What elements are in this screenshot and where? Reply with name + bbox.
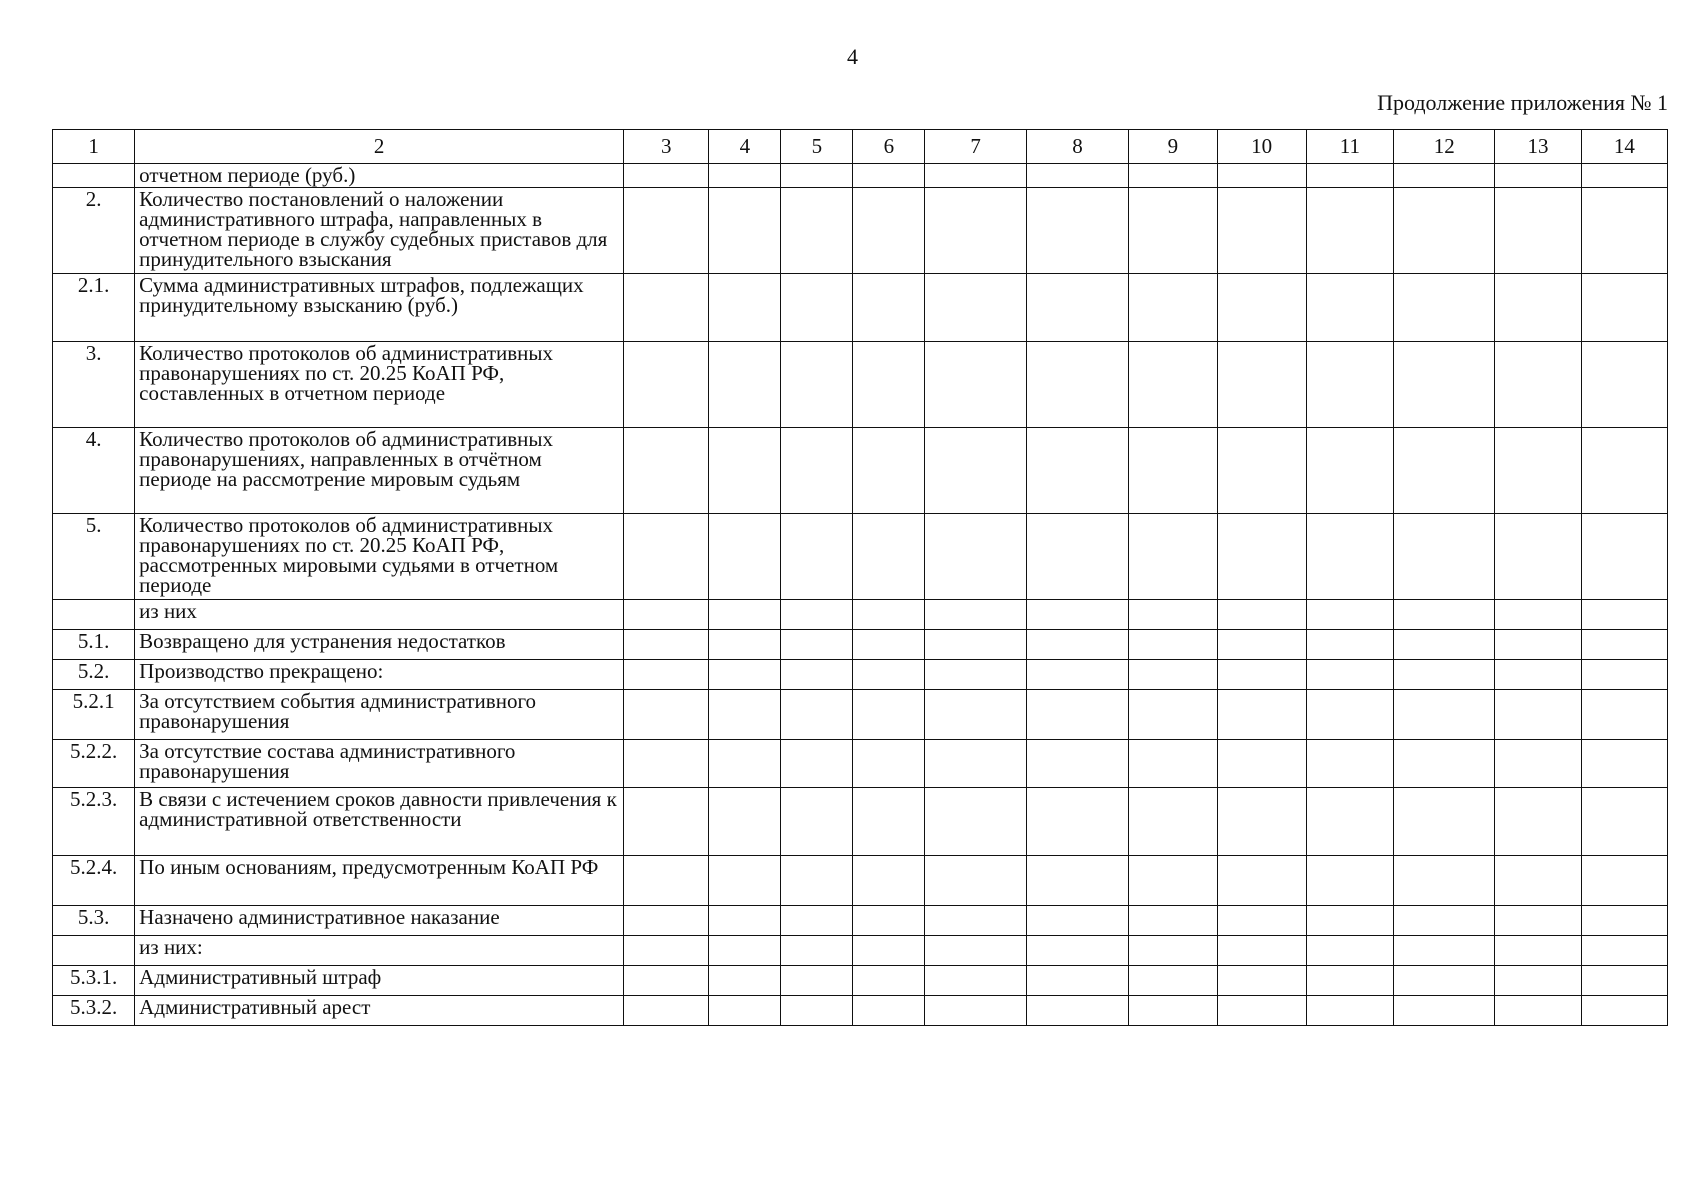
data-cell bbox=[1129, 342, 1217, 428]
data-cell bbox=[1026, 630, 1128, 660]
data-cell bbox=[1129, 274, 1217, 342]
data-cell bbox=[624, 856, 709, 906]
column-header: 14 bbox=[1581, 130, 1667, 164]
table-row bbox=[53, 660, 1668, 690]
data-cell bbox=[1129, 514, 1217, 600]
data-cell bbox=[1394, 274, 1495, 342]
data-cell bbox=[624, 188, 709, 274]
table-row bbox=[53, 342, 1668, 428]
data-cell bbox=[1026, 274, 1128, 342]
data-cell bbox=[1026, 428, 1128, 514]
data-cell bbox=[1217, 936, 1306, 966]
data-cell bbox=[1394, 788, 1495, 856]
row-description: Количество протоколов об административных правонарушениях, направленных в отчётном периоде на рассмотрение мировым судьям bbox=[135, 428, 624, 514]
data-cell bbox=[1495, 274, 1581, 342]
table-row bbox=[53, 996, 1668, 1026]
data-cell bbox=[925, 740, 1026, 788]
row-number: 3. bbox=[53, 342, 135, 428]
data-cell bbox=[1217, 996, 1306, 1026]
column-header: 7 bbox=[925, 130, 1026, 164]
data-cell bbox=[1394, 188, 1495, 274]
data-cell bbox=[1026, 690, 1128, 740]
row-number bbox=[53, 600, 135, 630]
data-cell bbox=[1394, 996, 1495, 1026]
row-number: 5.1. bbox=[53, 630, 135, 660]
data-cell bbox=[1394, 856, 1495, 906]
row-number: 5. bbox=[53, 514, 135, 600]
table-row bbox=[53, 600, 1668, 630]
data-cell bbox=[781, 274, 853, 342]
table-row bbox=[53, 936, 1668, 966]
data-cell bbox=[709, 164, 781, 188]
data-cell bbox=[1306, 690, 1393, 740]
row-description: из них bbox=[135, 600, 624, 630]
row-number: 4. bbox=[53, 428, 135, 514]
data-cell bbox=[1306, 342, 1393, 428]
data-cell bbox=[1026, 514, 1128, 600]
row-description: Количество протоколов об административных правонарушениях по ст. 20.25 КоАП РФ, составленных в отчетном периоде bbox=[135, 342, 624, 428]
data-cell bbox=[1217, 966, 1306, 996]
data-cell bbox=[925, 188, 1026, 274]
data-cell bbox=[1026, 342, 1128, 428]
table-row bbox=[53, 514, 1668, 600]
column-header: 3 bbox=[624, 130, 709, 164]
data-cell bbox=[624, 740, 709, 788]
row-number: 2. bbox=[53, 188, 135, 274]
data-cell bbox=[925, 996, 1026, 1026]
data-cell bbox=[624, 966, 709, 996]
data-cell bbox=[925, 342, 1026, 428]
data-cell bbox=[1581, 630, 1667, 660]
data-cell bbox=[1495, 906, 1581, 936]
data-cell bbox=[709, 600, 781, 630]
data-cell bbox=[709, 342, 781, 428]
data-cell bbox=[853, 660, 925, 690]
data-cell bbox=[1306, 788, 1393, 856]
data-cell bbox=[1306, 274, 1393, 342]
data-cell bbox=[1394, 428, 1495, 514]
data-cell bbox=[1217, 428, 1306, 514]
data-cell bbox=[1129, 428, 1217, 514]
data-cell bbox=[1306, 600, 1393, 630]
data-cell bbox=[1581, 188, 1667, 274]
data-cell bbox=[1581, 966, 1667, 996]
data-cell bbox=[853, 188, 925, 274]
data-cell bbox=[853, 630, 925, 660]
table-row bbox=[53, 164, 1668, 188]
data-cell bbox=[1217, 164, 1306, 188]
data-cell bbox=[1394, 906, 1495, 936]
data-cell bbox=[1394, 660, 1495, 690]
data-cell bbox=[1306, 906, 1393, 936]
row-number bbox=[53, 936, 135, 966]
data-cell bbox=[925, 514, 1026, 600]
row-number: 2.1. bbox=[53, 274, 135, 342]
row-description: Сумма административных штрафов, подлежащих принудительному взысканию (руб.) bbox=[135, 274, 624, 342]
data-cell bbox=[1306, 740, 1393, 788]
data-cell bbox=[925, 936, 1026, 966]
data-cell bbox=[1129, 936, 1217, 966]
data-cell bbox=[853, 428, 925, 514]
data-cell bbox=[1306, 966, 1393, 996]
row-number: 5.2.3. bbox=[53, 788, 135, 856]
data-cell bbox=[1026, 996, 1128, 1026]
data-cell bbox=[1495, 428, 1581, 514]
data-cell bbox=[853, 274, 925, 342]
data-cell bbox=[1129, 966, 1217, 996]
data-cell bbox=[1581, 936, 1667, 966]
data-cell bbox=[1394, 164, 1495, 188]
row-number: 5.2.1 bbox=[53, 690, 135, 740]
data-cell bbox=[1026, 164, 1128, 188]
row-description: из них: bbox=[135, 936, 624, 966]
table-row bbox=[53, 966, 1668, 996]
table-row bbox=[53, 274, 1668, 342]
data-cell bbox=[853, 996, 925, 1026]
table-row bbox=[53, 740, 1668, 788]
data-cell bbox=[1495, 740, 1581, 788]
data-cell bbox=[1129, 740, 1217, 788]
column-header: 8 bbox=[1026, 130, 1128, 164]
row-description: отчетном периоде (руб.) bbox=[135, 164, 624, 188]
row-number: 5.2.4. bbox=[53, 856, 135, 906]
data-cell bbox=[925, 856, 1026, 906]
data-cell bbox=[853, 936, 925, 966]
data-cell bbox=[781, 856, 853, 906]
row-number: 5.2.2. bbox=[53, 740, 135, 788]
data-cell bbox=[1394, 630, 1495, 660]
data-cell bbox=[781, 690, 853, 740]
data-cell bbox=[1495, 966, 1581, 996]
table-row bbox=[53, 428, 1668, 514]
row-description: Административный арест bbox=[135, 996, 624, 1026]
table-row bbox=[53, 788, 1668, 856]
data-cell bbox=[925, 966, 1026, 996]
data-cell bbox=[624, 428, 709, 514]
data-cell bbox=[925, 660, 1026, 690]
column-header: 11 bbox=[1306, 130, 1393, 164]
data-cell bbox=[1394, 690, 1495, 740]
data-cell bbox=[1581, 274, 1667, 342]
table-row bbox=[53, 630, 1668, 660]
column-header: 1 bbox=[53, 130, 135, 164]
data-cell bbox=[1394, 342, 1495, 428]
data-cell bbox=[624, 600, 709, 630]
data-cell bbox=[853, 690, 925, 740]
data-cell bbox=[1129, 660, 1217, 690]
data-cell bbox=[853, 856, 925, 906]
data-cell bbox=[1306, 856, 1393, 906]
column-header: 9 bbox=[1129, 130, 1217, 164]
row-description: За отсутствием события административного правонарушения bbox=[135, 690, 624, 740]
column-header: 5 bbox=[781, 130, 853, 164]
data-cell bbox=[1495, 514, 1581, 600]
data-cell bbox=[624, 788, 709, 856]
appendix-caption: Продолжение приложения № 1 bbox=[1377, 90, 1668, 115]
data-cell bbox=[709, 906, 781, 936]
data-cell bbox=[1306, 428, 1393, 514]
data-cell bbox=[624, 936, 709, 966]
data-cell bbox=[1217, 274, 1306, 342]
data-cell bbox=[1495, 188, 1581, 274]
row-description: Производство прекращено: bbox=[135, 660, 624, 690]
table-row bbox=[53, 188, 1668, 274]
data-cell bbox=[853, 906, 925, 936]
data-cell bbox=[781, 740, 853, 788]
data-cell bbox=[1495, 690, 1581, 740]
column-header: 12 bbox=[1394, 130, 1495, 164]
data-cell bbox=[1129, 906, 1217, 936]
data-cell bbox=[1026, 856, 1128, 906]
data-cell bbox=[1495, 788, 1581, 856]
row-description: Количество постановлений о наложении административного штрафа, направленных в отчетном периоде в службу судебных приставов для принудительного взыскания bbox=[135, 188, 624, 274]
data-cell bbox=[781, 660, 853, 690]
data-cell bbox=[1394, 966, 1495, 996]
data-cell bbox=[1581, 342, 1667, 428]
column-header: 2 bbox=[135, 130, 624, 164]
data-cell bbox=[624, 164, 709, 188]
row-description: В связи с истечением сроков давности привлечения к административной ответственности bbox=[135, 788, 624, 856]
data-cell bbox=[709, 690, 781, 740]
data-cell bbox=[853, 600, 925, 630]
data-cell bbox=[781, 188, 853, 274]
data-cell bbox=[1217, 514, 1306, 600]
data-cell bbox=[781, 342, 853, 428]
data-cell bbox=[925, 906, 1026, 936]
data-cell bbox=[781, 630, 853, 660]
data-cell bbox=[1217, 690, 1306, 740]
row-description: За отсутствие состава административного правонарушения bbox=[135, 740, 624, 788]
row-description: Возвращено для устранения недостатков bbox=[135, 630, 624, 660]
table-row bbox=[53, 906, 1668, 936]
data-cell bbox=[1495, 936, 1581, 966]
row-number: 5.3.1. bbox=[53, 966, 135, 996]
data-cell bbox=[709, 788, 781, 856]
data-cell bbox=[853, 342, 925, 428]
row-number: 5.3. bbox=[53, 906, 135, 936]
data-cell bbox=[1495, 856, 1581, 906]
data-cell bbox=[709, 630, 781, 660]
data-cell bbox=[1306, 188, 1393, 274]
report-table bbox=[52, 129, 1668, 1026]
data-cell bbox=[624, 630, 709, 660]
data-cell bbox=[624, 342, 709, 428]
data-cell bbox=[1306, 514, 1393, 600]
data-cell bbox=[853, 966, 925, 996]
row-number: 5.3.2. bbox=[53, 996, 135, 1026]
data-cell bbox=[1581, 856, 1667, 906]
data-cell bbox=[1026, 906, 1128, 936]
data-cell bbox=[1581, 428, 1667, 514]
data-cell bbox=[624, 996, 709, 1026]
data-cell bbox=[781, 600, 853, 630]
data-cell bbox=[709, 996, 781, 1026]
data-cell bbox=[1495, 660, 1581, 690]
column-header: 4 bbox=[709, 130, 781, 164]
data-cell bbox=[1306, 996, 1393, 1026]
data-cell bbox=[1217, 600, 1306, 630]
data-cell bbox=[1026, 600, 1128, 630]
data-cell bbox=[1394, 600, 1495, 630]
row-description: Назначено административное наказание bbox=[135, 906, 624, 936]
data-cell bbox=[624, 906, 709, 936]
data-cell bbox=[1129, 188, 1217, 274]
row-number bbox=[53, 164, 135, 188]
data-cell bbox=[925, 164, 1026, 188]
data-cell bbox=[1026, 788, 1128, 856]
data-cell bbox=[1217, 906, 1306, 936]
data-cell bbox=[709, 514, 781, 600]
data-cell bbox=[1026, 936, 1128, 966]
row-description: По иным основаниям, предусмотренным КоАП РФ bbox=[135, 856, 624, 906]
data-cell bbox=[1217, 342, 1306, 428]
data-cell bbox=[1581, 740, 1667, 788]
data-cell bbox=[1129, 856, 1217, 906]
table-header-row bbox=[53, 130, 1668, 164]
data-cell bbox=[781, 164, 853, 188]
data-cell bbox=[709, 660, 781, 690]
row-description: Административный штраф bbox=[135, 966, 624, 996]
data-cell bbox=[1581, 690, 1667, 740]
data-cell bbox=[624, 660, 709, 690]
data-cell bbox=[624, 690, 709, 740]
data-cell bbox=[1581, 514, 1667, 600]
data-cell bbox=[1306, 660, 1393, 690]
data-cell bbox=[1495, 630, 1581, 660]
data-cell bbox=[709, 274, 781, 342]
data-cell bbox=[925, 428, 1026, 514]
data-cell bbox=[1217, 188, 1306, 274]
data-cell bbox=[709, 428, 781, 514]
column-header: 6 bbox=[853, 130, 925, 164]
data-cell bbox=[1581, 906, 1667, 936]
page-number: 4 bbox=[847, 44, 858, 69]
data-cell bbox=[781, 788, 853, 856]
data-cell bbox=[1129, 600, 1217, 630]
data-cell bbox=[853, 788, 925, 856]
data-cell bbox=[925, 600, 1026, 630]
data-cell bbox=[709, 966, 781, 996]
data-cell bbox=[1129, 788, 1217, 856]
data-cell bbox=[853, 740, 925, 788]
data-cell bbox=[1026, 740, 1128, 788]
table-row bbox=[53, 690, 1668, 740]
data-cell bbox=[1495, 600, 1581, 630]
data-cell bbox=[1581, 660, 1667, 690]
data-cell bbox=[1394, 740, 1495, 788]
row-description: Количество протоколов об административных правонарушениях по ст. 20.25 КоАП РФ, рассмотренных мировыми судьями в отчетном периоде bbox=[135, 514, 624, 600]
data-cell bbox=[925, 630, 1026, 660]
data-cell bbox=[781, 966, 853, 996]
column-header: 10 bbox=[1217, 130, 1306, 164]
data-cell bbox=[1129, 690, 1217, 740]
data-cell bbox=[781, 996, 853, 1026]
data-cell bbox=[1495, 342, 1581, 428]
data-cell bbox=[1129, 630, 1217, 660]
data-cell bbox=[925, 690, 1026, 740]
data-cell bbox=[1581, 996, 1667, 1026]
data-cell bbox=[1129, 996, 1217, 1026]
data-cell bbox=[1394, 514, 1495, 600]
row-number: 5.2. bbox=[53, 660, 135, 690]
data-cell bbox=[709, 856, 781, 906]
data-cell bbox=[853, 164, 925, 188]
data-cell bbox=[781, 514, 853, 600]
data-cell bbox=[1026, 660, 1128, 690]
data-cell bbox=[1306, 630, 1393, 660]
table-row bbox=[53, 856, 1668, 906]
data-cell bbox=[1306, 936, 1393, 966]
data-cell bbox=[709, 188, 781, 274]
data-cell bbox=[1026, 966, 1128, 996]
data-cell bbox=[1217, 740, 1306, 788]
data-cell bbox=[624, 274, 709, 342]
data-cell bbox=[1495, 996, 1581, 1026]
data-cell bbox=[1306, 164, 1393, 188]
data-cell bbox=[1394, 936, 1495, 966]
data-cell bbox=[1217, 856, 1306, 906]
data-cell bbox=[781, 936, 853, 966]
data-cell bbox=[624, 514, 709, 600]
data-cell bbox=[1495, 164, 1581, 188]
data-cell bbox=[781, 906, 853, 936]
data-cell bbox=[1217, 660, 1306, 690]
data-cell bbox=[709, 936, 781, 966]
data-cell bbox=[781, 428, 853, 514]
data-cell bbox=[1581, 788, 1667, 856]
data-cell bbox=[1217, 788, 1306, 856]
data-cell bbox=[925, 788, 1026, 856]
data-cell bbox=[1129, 164, 1217, 188]
data-cell bbox=[709, 740, 781, 788]
data-cell bbox=[1217, 630, 1306, 660]
data-cell bbox=[925, 274, 1026, 342]
data-cell bbox=[1581, 600, 1667, 630]
data-cell bbox=[1026, 188, 1128, 274]
data-cell bbox=[1581, 164, 1667, 188]
data-cell bbox=[853, 514, 925, 600]
column-header: 13 bbox=[1495, 130, 1581, 164]
